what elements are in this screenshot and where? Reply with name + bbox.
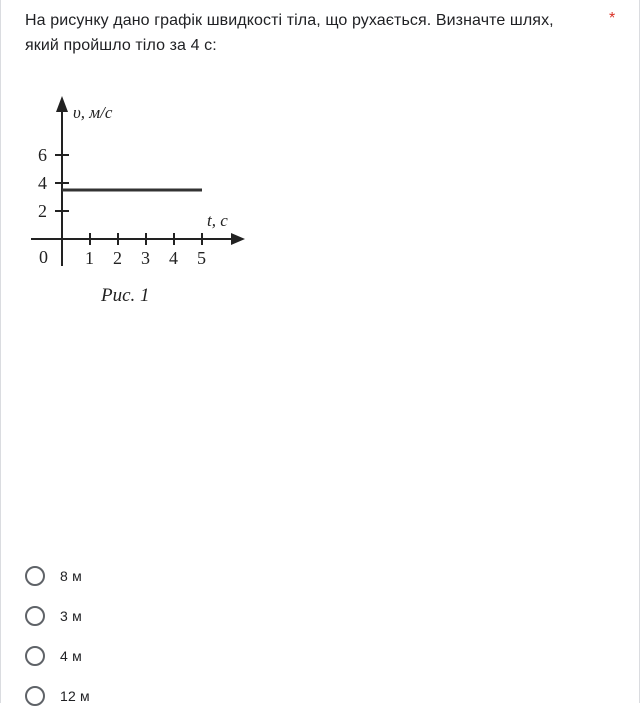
velocity-graph-figure (23, 80, 263, 320)
t-tick-label: 5 (197, 248, 206, 268)
option-label: 3 м (60, 608, 82, 624)
t-tick-label: 2 (113, 248, 122, 268)
option-label: 4 м (60, 648, 82, 664)
option-label: 8 м (60, 568, 82, 584)
v-tick-label: 4 (38, 173, 47, 193)
radio-button[interactable] (25, 566, 45, 586)
required-asterisk: * (609, 10, 616, 27)
v-tick-label: 6 (38, 145, 47, 165)
question-text: На рисунку дано графік швидкості тіла, що рухається. Визначте шлях, який пройшло тіло за 4 с: (25, 12, 554, 54)
v-axis-ticks (38, 145, 69, 221)
option-3m[interactable] (25, 596, 625, 636)
figure-caption: Рис. 1 (101, 285, 150, 306)
option-label: 12 м (60, 688, 90, 704)
option-8m[interactable] (25, 556, 625, 596)
t-tick-label: 1 (85, 248, 94, 268)
radio-button[interactable] (25, 686, 45, 706)
option-12m[interactable] (25, 676, 625, 716)
t-tick-label: 3 (141, 248, 150, 268)
answer-options (25, 556, 625, 716)
radio-button[interactable] (25, 646, 45, 666)
t-tick-label: 4 (169, 248, 178, 268)
v-axis-label: υ, м/с (73, 103, 113, 122)
v-tick-label: 2 (38, 201, 47, 221)
t-axis-arrow (231, 233, 245, 245)
option-4m[interactable] (25, 636, 625, 676)
v-axis-arrow (56, 96, 68, 112)
radio-button[interactable] (25, 606, 45, 626)
origin-label: 0 (39, 247, 48, 267)
t-axis-label: t, c (207, 211, 228, 230)
velocity-graph (23, 80, 263, 320)
